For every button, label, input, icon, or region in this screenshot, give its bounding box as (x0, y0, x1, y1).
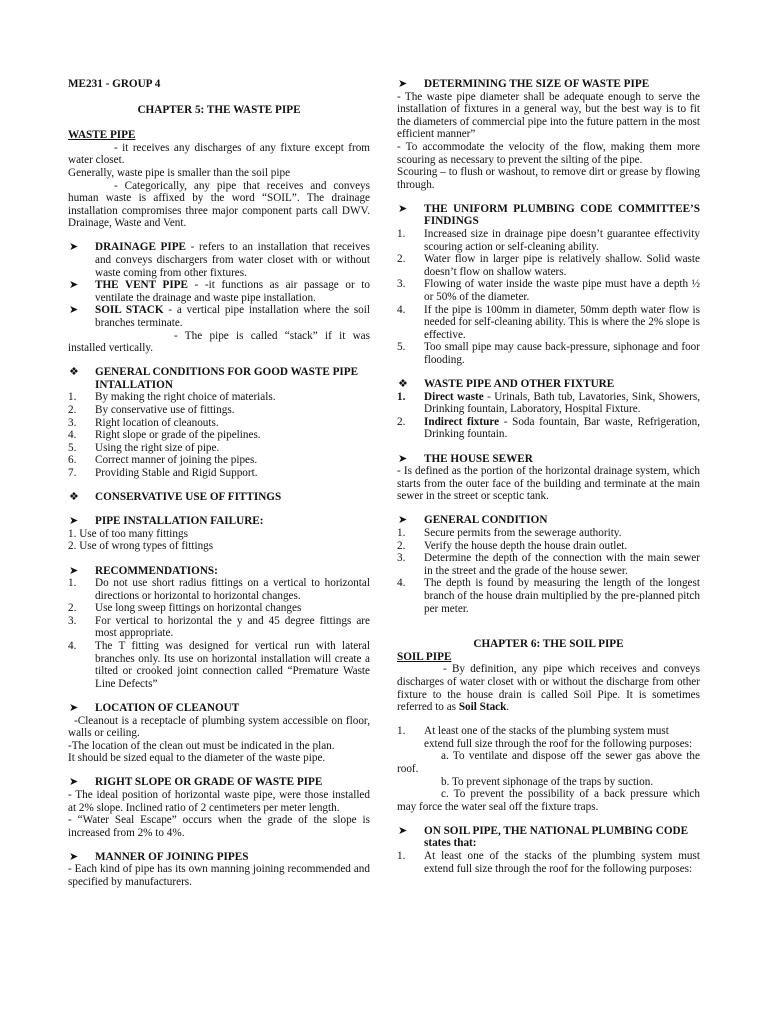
list-item: 1. Do not use short radius fittings on a vertical to horizontal directions or horizontal to horizontal changes. (68, 577, 370, 602)
list-item: 2. Indirect fixture - Soda fountain, Bar waste, Refrigeration, Drinking fountain. (397, 415, 700, 441)
list-item: 3. Right location of cleanouts. (68, 416, 219, 429)
arrowhead-bullet-icon: ➤ (69, 850, 79, 863)
size-line-3: Scouring – to flush or washout, to remove dirt or grease by flowing through. (397, 166, 700, 191)
arrowhead-bullet-icon: ➤ (69, 279, 79, 292)
national-code-heading: ➤ ON SOIL PIPE, THE NATIONAL PLUMBING CODE states that: (398, 824, 689, 850)
purpose-c: c. To prevent the possibility of a back pressure which may force the water seal off the fixture traps. (397, 788, 700, 813)
list-item: 4. Right slope or grade of the pipelines. (68, 429, 261, 442)
cleanout-heading: ➤ LOCATION OF CLEANOUT (69, 701, 240, 714)
slope-heading: ➤ RIGHT SLOPE OR GRADE OF WASTE PIPE (69, 776, 323, 789)
vent-pipe-item: ➤ THE VENT PIPE - -it functions as air passage or to ventilate the drainage and waste pipe installation. (69, 279, 370, 304)
left-column (68, 78, 370, 889)
list-item: 3. Determine the depth of the connection with the main sewer in the street and the grade of the house sewer. (397, 552, 700, 577)
recommendations-list (68, 577, 370, 690)
list-item: 3. For vertical to horizontal the y and 45 degree fittings are most appropriate. (68, 614, 370, 640)
waste-pipe-note: Generally, waste pipe is smaller than the soil pipe (68, 166, 291, 179)
arrowhead-bullet-icon: ➤ (398, 78, 408, 90)
arrowhead-bullet-icon: ➤ (398, 452, 408, 465)
slope-line-2: - “Water Seal Escape” occurs when the grade of the slope is increased from 2% to 4%. (68, 814, 370, 839)
list-item: 1. At least one of the stacks of the plumbing system must extend full size through the roof for the following purposes: (397, 725, 693, 750)
soil-pipe-definition: - By definition, any pipe which receives and conveys discharges of water closet with or without the discharge from other fixture to the house drain is called Soil Pipe. It is sometimes referred to as Soil Stack. (397, 663, 700, 714)
arrowhead-bullet-icon: ➤ (398, 514, 408, 527)
slope-line-1: - The ideal position of horizontal waste pipe, were those installed at 2% slope. Inclined ratio of 2 centimeters per meter length. (68, 789, 370, 814)
uniform-code-heading: ➤ THE UNIFORM PLUMBING CODE COMMITTEE’S FINDINGS (398, 202, 700, 228)
arrowhead-bullet-icon: ➤ (69, 515, 79, 528)
arrowhead-bullet-icon: ➤ (398, 824, 408, 837)
arrowhead-bullet-icon: ➤ (69, 564, 79, 577)
right-column (397, 78, 700, 875)
list-item: 1. Secure permits from the sewerage authority. (397, 527, 622, 539)
list-item: 6. Correct manner of joining the pipes. (68, 454, 258, 467)
arrowhead-bullet-icon: ➤ (398, 202, 408, 215)
cleanout-line-3: It should be sized equal to the diameter of the waste pipe. (68, 752, 326, 765)
national-code-list (397, 850, 700, 875)
diamond-bullet-icon: ❖ (69, 366, 80, 379)
list-item: 5. Too small pipe may cause back-pressure, siphonage and foor flooding. (397, 341, 700, 366)
uniform-code-list (397, 228, 700, 367)
size-line-2: - To accommodate the velocity of the flow, making them more scouring as necessary to prevent the silting of the pipe. (397, 140, 700, 166)
joining-heading: ➤ MANNER OF JOINING PIPES (69, 850, 249, 863)
list-item: 1. Direct waste - Urinals, Bath tub, Lavatories, Sink, Showers, Drinking fountain, Laboratory, Hospital Fixture. (397, 390, 700, 416)
list-item: 4. The depth is found by measuring the length of the longest branch of the house drain multiplied by the pre-planned pitch per meter. (397, 577, 700, 615)
drainage-pipe-item: ➤ DRAINAGE PIPE - refers to an installation that receives and conveys dischargers from water closet with or without waste coming from other fixtures. (69, 241, 370, 279)
list-item: 2. By conservative use of fittings. (68, 404, 235, 417)
joining-line-1: - Each kind of pipe has its own manning joining recommended and specified by manufacturers. (68, 863, 370, 889)
list-item: 1. At least one of the stacks of the plumbing system must extend full size through the roof for the following purposes: (397, 850, 700, 875)
arrowhead-bullet-icon: ➤ (69, 701, 79, 714)
waste-pipe-categorical: - Categorically, any pipe that receives and conveys human waste is affixed by the word “SOIL”. The drainage installation compromises three major component parts call DWV. Drainage, Waste and Vent. (68, 179, 370, 230)
size-heading: ➤ DETERMINING THE SIZE OF WASTE PIPE (398, 78, 650, 90)
arrowhead-bullet-icon: ➤ (69, 241, 79, 254)
cleanout-line-2: -The location of the clean out must be indicated in the plan. (68, 739, 335, 752)
list-item: 7. Providing Stable and Rigid Support. (68, 467, 258, 480)
recommendations-heading: ➤ RECOMMENDATIONS: (69, 564, 218, 577)
general-condition-list (397, 527, 700, 615)
list-item: 2. Water flow in larger pipe is relatively shallow. Solid waste doesn’t flow on shallow waters. (397, 253, 700, 278)
group-label: ME231 - GROUP 4 (68, 78, 161, 90)
soil-stack-item: ➤ SOIL STACK - a vertical pipe installation where the soil branches terminate. (69, 304, 370, 329)
house-sewer-heading: ➤ THE HOUSE SEWER (398, 452, 533, 465)
list-item: 3. Flowing of water inside the waste pipe must have a depth ½ or 50% of the diameter. (397, 278, 700, 303)
arrowhead-bullet-icon: ➤ (69, 776, 79, 789)
chapter6-title: CHAPTER 6: THE SOIL PIPE (473, 638, 624, 651)
waste-pipe-heading: WASTE PIPE (68, 129, 136, 142)
list-item: 5. Using the right size of pipe. (68, 441, 220, 454)
list-item: 1. Increased size in drainage pipe doesn’t guarantee effectivity scouring action or self-cleaning ability. (397, 228, 700, 253)
purpose-b: b. To prevent siphonage of the traps by suction. (441, 775, 654, 788)
conservative-heading: ❖ CONSERVATIVE USE OF FITTINGS (69, 491, 282, 504)
general-conditions-list (68, 391, 370, 479)
diamond-bullet-icon: ❖ (398, 378, 409, 391)
list-item: 4. If the pipe is 100mm in diameter, 50mm depth water flow is needed for self-cleaning ability. This is where the 2% slope is effective. (397, 303, 700, 341)
failure-heading: ➤ PIPE INSTALLATION FAILURE: (69, 515, 264, 528)
house-sewer-line-1: - Is defined as the portion of the horizontal drainage system, which starts from the outer face of the building and terminate at the main sewer in the street or sceptic tank. (397, 465, 700, 503)
soil-pipe-list (397, 725, 700, 750)
soil-pipe-heading: SOIL PIPE (397, 650, 452, 663)
failure-line-2: 2. Use of wrong types of fittings (68, 540, 214, 553)
failure-line-1: 1. Use of too many fittings (68, 527, 188, 540)
cleanout-line-1: -Cleanout is a receptacle of plumbing system accessible on floor, walls or ceiling. (68, 714, 370, 740)
list-item: 2. Verify the house depth the house drain outlet. (397, 539, 628, 552)
general-conditions-heading: ❖ GENERAL CONDITIONS FOR GOOD WASTE PIPE INTALLATION (69, 366, 359, 391)
other-fixture-heading: ❖ WASTE PIPE AND OTHER FIXTURE (398, 378, 615, 391)
other-fixture-list (397, 391, 700, 441)
chapter5-title: CHAPTER 5: THE WASTE PIPE (137, 103, 301, 116)
arrowhead-bullet-icon: ➤ (69, 304, 79, 317)
size-line-1: - The waste pipe diameter shall be adequate enough to serve the installation of fixtures in a general way, but the best way is to fit the diameters of commercial pipe into the future pattern in the most efficient manner” (397, 90, 700, 141)
four-point-star-bullet-icon: ❖ (69, 491, 80, 504)
waste-pipe-definition: - it receives any discharges of any fixture except from water closet. (68, 141, 370, 167)
purpose-a: a. To ventilate and dispose off the sewer gas above the roof. (397, 750, 700, 775)
general-condition-heading: ➤ GENERAL CONDITION (398, 514, 548, 527)
list-item: 2. Use long sweep fittings on horizontal changes (68, 602, 302, 615)
list-item: 4. The T fitting was designed for vertical run with lateral branches only. Its use on horizontal installation will create a tilted or crooked joint connection called “Premature Waste Line Defects” (68, 640, 370, 690)
list-item: 1. By making the right choice of materials. (68, 391, 276, 404)
stack-note: - The pipe is called “stack” if it was installed vertically. (68, 329, 370, 355)
